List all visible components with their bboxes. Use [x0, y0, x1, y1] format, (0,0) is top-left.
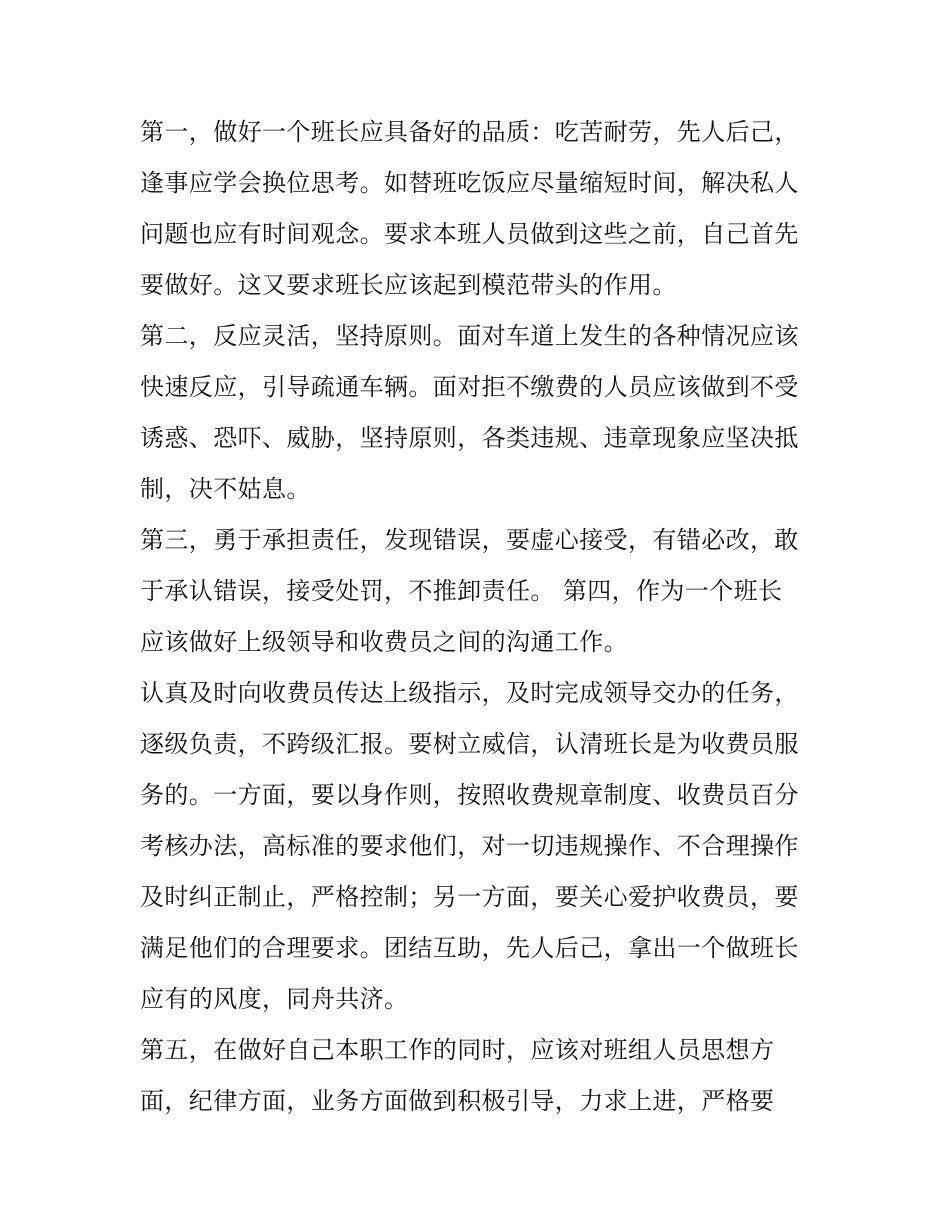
- paragraph-line: 认真及时向收费员传达上级指示，及时完成领导交办的任务，: [140, 679, 799, 707]
- paragraph-line: 应该做好上级领导和收费员之间的沟通工作。: [140, 628, 628, 656]
- paragraph-line: 于承认错误，接受处罚，不推卸责任。 第四，作为一个班长: [140, 577, 783, 605]
- paragraph-fifth: [140, 1025, 812, 1127]
- paragraph-line: 逢事应学会换位思考。如替班吃饭应尽量缩短时间，解决私人: [140, 169, 799, 197]
- paragraph-line: 满足他们的合理要求。团结互助，先人后己，拿出一个做班长: [140, 934, 799, 962]
- paragraph-line: 制，决不姑息。: [140, 475, 311, 503]
- paragraph-line: 第五，在做好自己本职工作的同时，应该对班组人员思想方: [140, 1036, 775, 1064]
- paragraph-second: [140, 311, 812, 515]
- paragraph-line: 第一，做好一个班长应具备好的品质：吃苦耐劳，先人后己，: [140, 118, 799, 146]
- paragraph-line: 快速反应，引导疏通车辆。面对拒不缴费的人员应该做到不受: [140, 373, 799, 401]
- paragraph-first: [140, 107, 812, 311]
- paragraph-line: 逐级负责，不跨级汇报。要树立威信，认清班长是为收费员服: [140, 730, 799, 758]
- paragraph-line: 问题也应有时间观念。要求本班人员做到这些之前，自己首先: [140, 220, 799, 248]
- paragraph-line: 及时纠正制止，严格控制；另一方面，要关心爱护收费员，要: [140, 883, 799, 911]
- paragraph-third: [140, 515, 812, 668]
- paragraph-line: 第三，勇于承担责任，发现错误，要虚心接受，有错必改，敢: [140, 526, 799, 554]
- document-body: [140, 107, 812, 1127]
- paragraph-line: 面，纪律方面，业务方面做到积极引导，力求上进，严格要: [140, 1087, 775, 1115]
- paragraph-line: 第二，反应灵活，坚持原则。面对车道上发生的各种情况应该: [140, 322, 799, 350]
- paragraph-line: 要做好。这又要求班长应该起到模范带头的作用。: [140, 271, 677, 299]
- paragraph-fourth: [140, 668, 812, 1025]
- paragraph-line: 诱惑、恐吓、威胁，坚持原则，各类违规、违章现象应坚决抵: [140, 424, 799, 452]
- paragraph-line: 考核办法，高标准的要求他们，对一切违规操作、不合理操作: [140, 832, 799, 860]
- paragraph-line: 务的。一方面，要以身作则，按照收费规章制度、收费员百分: [140, 781, 799, 809]
- paragraph-line: 应有的风度，同舟共济。: [140, 985, 409, 1013]
